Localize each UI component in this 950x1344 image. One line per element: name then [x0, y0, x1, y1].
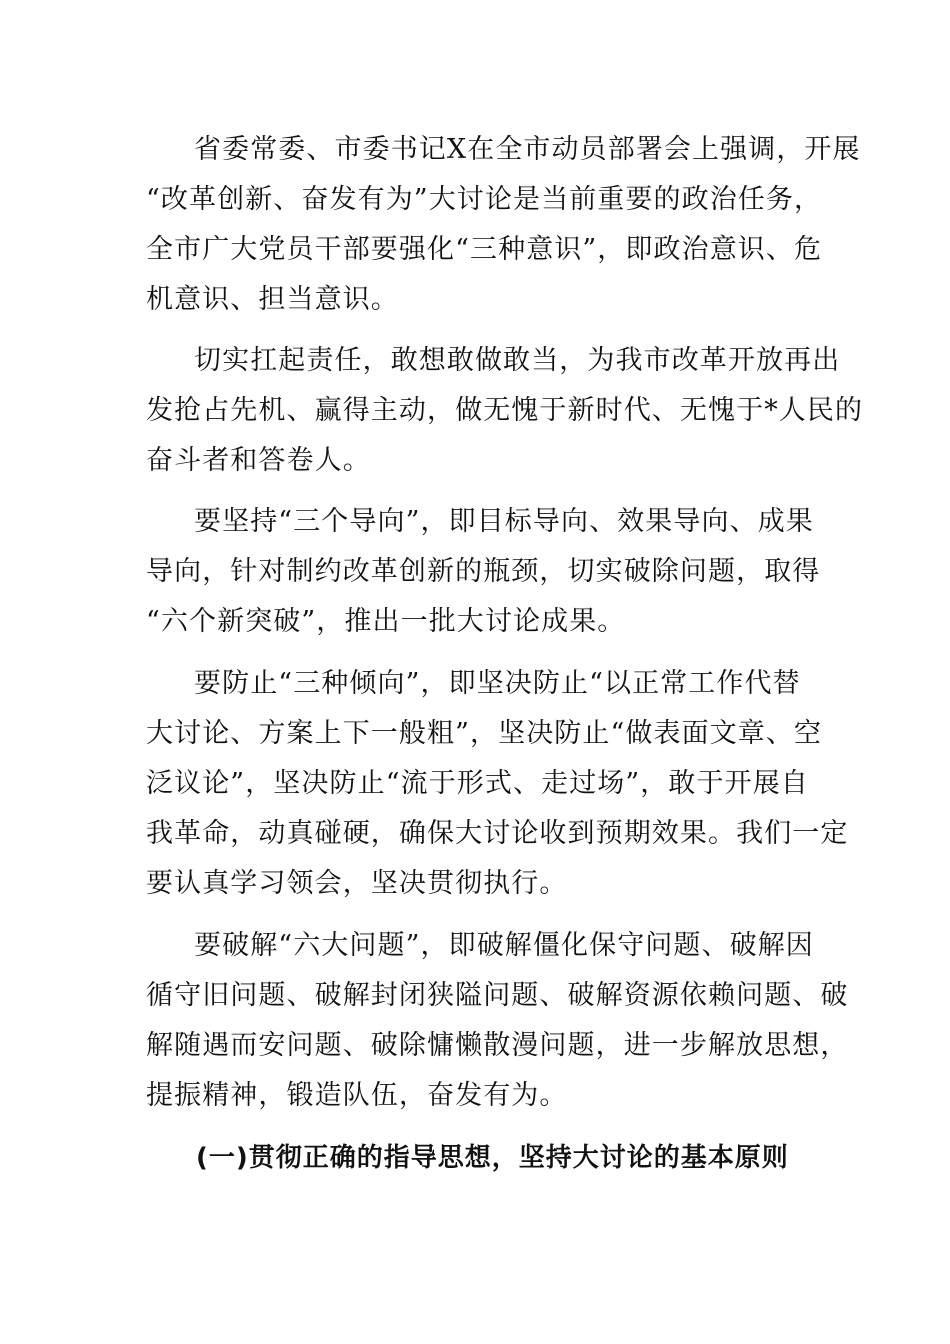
- paragraph-5-line-4: 提振精神，锻造队伍，奋发有为。: [146, 1080, 568, 1111]
- paragraph-3-line-3: “六个新突破”，推出一批大讨论成果。: [146, 606, 626, 637]
- paragraph-4-line-1: 要防止“三种倾向”，即坚决防止“以正常工作代替: [194, 668, 801, 699]
- paragraph-4-line-3: 泛议论”，坚决防止“流于形式、走过场”，敢于开展自: [146, 768, 809, 799]
- paragraph-2-line-2: 发抢占先机、赢得主动，做无愧于新时代、无愧于*人民的: [146, 395, 864, 426]
- paragraph-4-line-5: 要认真学习领会，坚决贯彻执行。: [146, 868, 568, 899]
- paragraph-5-line-3: 解随遇而安问题、破除慵懒散漫问题，进一步解放思想，: [146, 1030, 849, 1061]
- paragraph-1-line-2: “改革创新、奋发有为”大讨论是当前重要的政治任务，: [146, 184, 823, 215]
- paragraph-4-line-4: 我革命，动真碰硬，确保大讨论收到预期效果。我们一定: [146, 818, 849, 849]
- paragraph-5-line-2: 循守旧问题、破解封闭狭隘问题、破解资源依赖问题、破: [146, 980, 849, 1011]
- paragraph-1-line-3: 全市广大党员干部要强化“三种意识”，即政治意识、危: [146, 234, 823, 265]
- paragraph-2-line-3: 奋斗者和答卷人。: [146, 445, 371, 476]
- paragraph-2-line-1: 切实扛起责任，敢想敢做敢当，为我市改革开放再出: [194, 345, 841, 376]
- paragraph-5-line-1: 要破解“六大问题”，即破解僵化保守问题、破解因: [194, 930, 814, 961]
- section-heading: (一)贯彻正确的指导思想，坚持大讨论的基本原则: [196, 1143, 789, 1173]
- paragraph-1-line-4: 机意识、担当意识。: [146, 284, 399, 315]
- paragraph-3-line-2: 导向，针对制约改革创新的瓶颈，切实破除问题，取得: [146, 556, 821, 587]
- paragraph-1-line-1: 省委常委、市委书记X在全市动员部署会上强调，开展: [194, 134, 861, 165]
- paragraph-3-line-1: 要坚持“三个导向”，即目标导向、效果导向、成果: [194, 506, 814, 537]
- paragraph-4-line-2: 大讨论、方案上下一般粗”，坚决防止“做表面文章、空: [146, 718, 823, 749]
